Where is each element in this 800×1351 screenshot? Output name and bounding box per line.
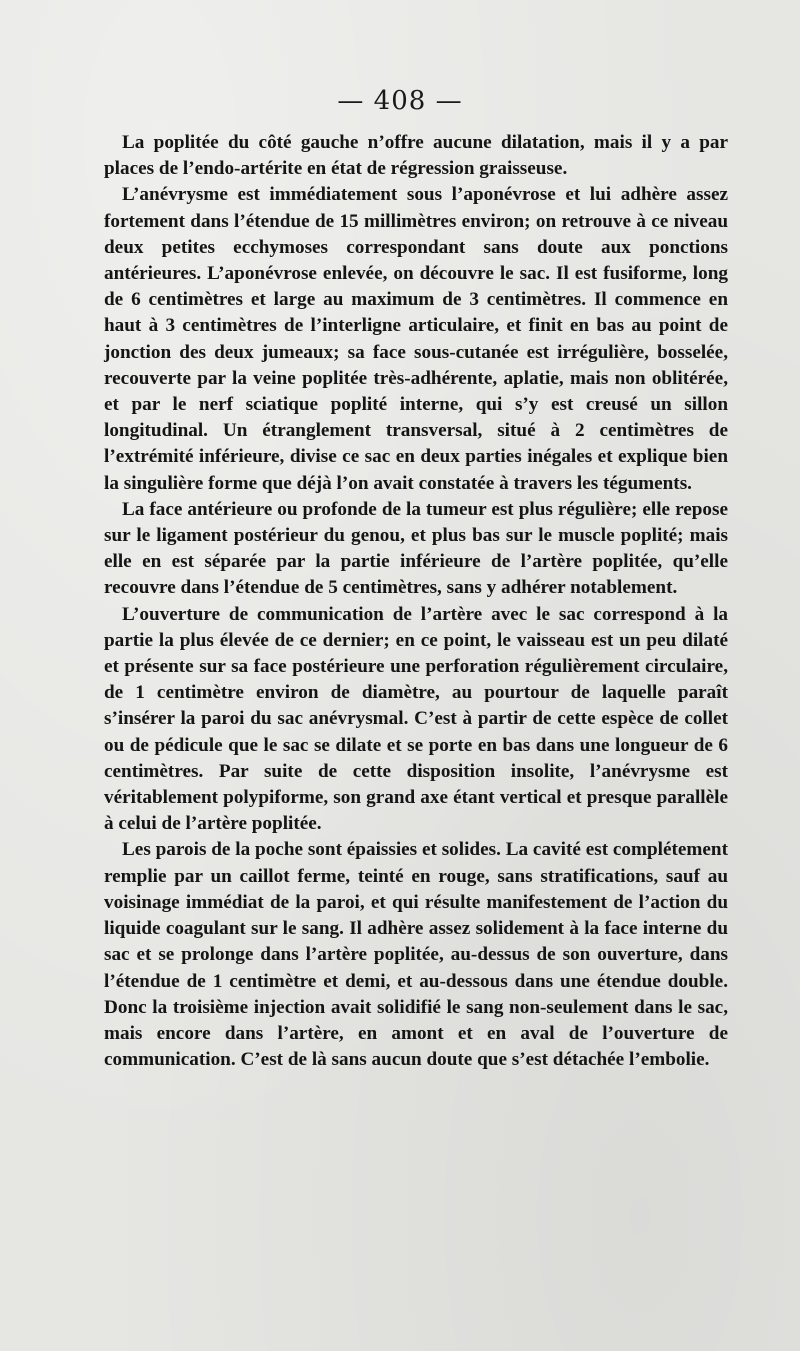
paragraph-4: L’ouverture de communication de l’artère avec le sac correspond à la partie la plus élevée de ce dernier; en ce point, le vaisseau est un peu dilaté et présente sur sa face postérieure une perforation régulièrement circulaire, de 1 centimètre environ de diamètre, au pourtour de laquelle paraît s’insérer la paroi du sac anévrysmal. C’est à partir de cette espèce de collet ou de pédicule que le sac se dilate et se porte en bas dans une longueur de 6 centimètres. Par suite de cette disposition insolite, l’anévrysme est véritablement polypiforme, son grand axe étant vertical et presque parallèle à celui de l’artère poplitée. <box>104 603 728 835</box>
paragraph-3: La face antérieure ou profonde de la tumeur est plus régulière; elle repose sur le ligament postérieur du genou, et plus bas sur le muscle poplité; mais elle en est séparée par la partie inférieure de l’artère poplitée, qu’elle recouvre dans l’étendue de 5 centimètres, sans y adhérer notablement. <box>104 498 728 599</box>
paragraph-1: La poplitée du côté gauche n’offre aucune dilatation, mais il y a par places de l’endo-artérite en état de régression graisseuse. <box>104 132 728 180</box>
paragraph-5: Les parois de la poche sont épaissies et solides. La cavité est complétement remplie par un caillot ferme, teinté en rouge, sans stratifications, sauf au voisinage immédiat de la paroi, et qui résulte manifestement de l’action du liquide coagulant sur le sang. Il adhère assez solidement à la face interne du sac et se prolonge dans l’artère poplitée, au-dessus de son ouverture, dans l’étendue de 1 centimètre et demi, et au-dessous dans une étendue double. Donc la troisième injection avait solidifié le sang non-seulement dans le sac, mais encore dans l’artère, en amont et en aval de l’ouverture de communication. C’est de là sans aucun doute que s’est détachée l’embolie. <box>104 839 728 1071</box>
body-text <box>104 130 728 1073</box>
paragraph-2: L’anévrysme est immédiatement sous l’aponévrose et lui adhère assez fortement dans l’étendue de 15 millimètres environ; on retrouve à ce niveau deux petites ecchymoses correspondant sans doute aux ponctions antérieures. L’aponévrose enlevée, on découvre le sac. Il est fusiforme, long de 6 centimètres et large au maximum de 3 centimètres. Il commence en haut à 3 centimètres de l’interligne articulaire, et finit en bas au point de jonction des deux jumeaux; sa face sous-cutanée est irrégulière, bosselée, recouverte par la veine poplitée très-adhérente, aplatie, mais non oblitérée, et par le nerf sciatique poplité interne, qui s’y est creusé un sillon longitudinal. Un étranglement transversal, situé à 2 centimètres de l’extrémité inférieure, divise ce sac en deux parties inégales et explique bien la singulière forme que déjà l’on avait constatée à travers les téguments. <box>104 184 728 494</box>
page-number: — 408 — <box>337 86 463 116</box>
